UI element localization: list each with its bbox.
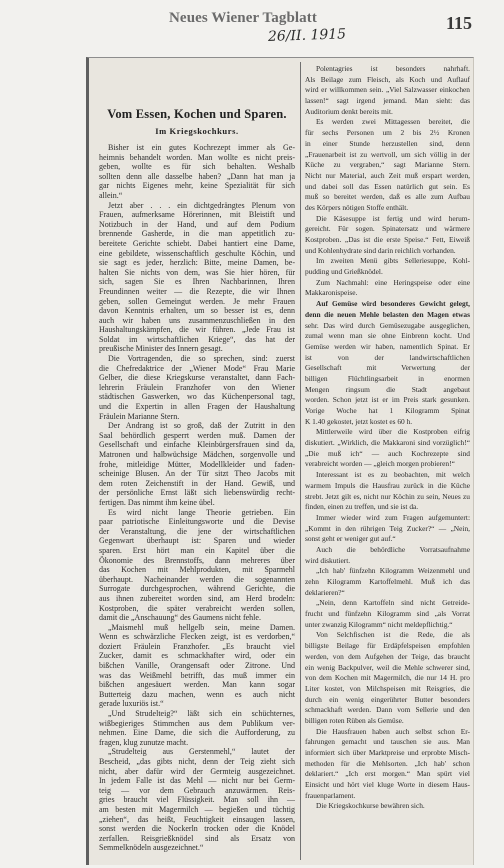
text-line: zehn Kilogramm Kartoffelmehl. Muß ich das	[305, 577, 470, 586]
text-line: verabreicht worden — „gleich morgen probieren!“	[305, 459, 455, 469]
text-line: dem roten Zeichenstift in der Hand. Gewiß, und	[99, 478, 295, 488]
article-title: Vom Essen, Kochen und Sparen.	[107, 107, 287, 121]
text-line: Kostproben. „Das ist die erste Speise.“ Fett, Eiweiß	[305, 235, 470, 244]
text-line: Matronen und halbwüchsige Mädchen, sorgenvolle und	[99, 450, 295, 459]
text-line: billigen roten Rüben als Gemüse.	[305, 715, 404, 725]
paragraph	[305, 630, 470, 726]
article-body-right	[305, 64, 470, 812]
text-line: billigen Flüchtlingsarbeit in enormen	[305, 373, 470, 383]
text-line: Frauen, aufmerksame Hörerinnen, mit Bleistift und	[99, 210, 295, 220]
paragraph	[305, 64, 470, 117]
text-line: Freundinnen weiter — die Rezepte, die wir Ihnen	[99, 286, 295, 296]
text-line: Auditorium denkt bereits mit.	[305, 106, 393, 116]
text-line: das Kochen mit Mehlprodukten, mit Sparmehl	[99, 565, 295, 575]
text-line: ist von der landwirtschaftlichen	[305, 352, 470, 362]
text-line: in einer Stunde herzustellen sind, denn	[305, 138, 470, 148]
text-line: von dem Kochen mit Magermilch, die nur 14 H. pro	[305, 673, 470, 683]
text-line: und die Expertin in allen Fragen der Haushaltung	[99, 402, 295, 412]
text-line: Auch die behördliche Vorratsaufnahme	[316, 544, 470, 554]
text-line: denn die neuen Mehle belasten den Magen etwas	[305, 309, 470, 319]
text-line: Gesellschaft und einfache Kleinbürgersfrauen sind da,	[99, 440, 295, 450]
text-line: Surrogate durchgesprochen, während Gerichte, die	[99, 584, 295, 594]
text-line: Semmelknödeln ausgezeichnet.“	[99, 843, 204, 853]
text-line: ein wenig Backpulver, weil die Mehle schwerer sind,	[305, 662, 470, 672]
text-line: Wenn es schwärzliche Flecken zeigt, ist es verdorben,“	[99, 632, 295, 642]
paragraph	[305, 256, 470, 277]
paragraph	[305, 545, 470, 566]
text-line: lassen!“ sagt irgend jemand. Man sieht: das	[305, 96, 470, 106]
text-line: finden, einen zu treffen, und sie ist da.	[305, 502, 419, 512]
paragraph	[99, 201, 295, 355]
text-line: frohe, mitleidige Mütter, Modellkleider und faden-	[99, 459, 295, 469]
text-line: städtischen Gaswerken, wo das Küchenpersonal tagt,	[99, 392, 295, 402]
text-line: Die Vortragenden, die so sprechen, sind: zuerst	[108, 354, 295, 364]
paragraph	[99, 508, 295, 623]
text-line: paar patriotische Einleitungsworte und die Devise	[99, 517, 295, 527]
text-line: preußische Minister des Innern gesagt.	[99, 344, 223, 354]
text-line: brennende Gasherde, in die man appetitlich zu-	[99, 229, 295, 239]
text-line: sonst geht er weniger gut auf.“	[305, 534, 396, 544]
text-line: und dabei soll das Essen natürlich gut sein. Es	[305, 181, 470, 191]
text-line: Kostproben, die später verabreicht werden sollen,	[99, 603, 295, 613]
text-line: allein.“	[99, 190, 123, 200]
text-line: aus ihnen zubereitet worden sind, am Herd brodeln:	[99, 593, 295, 603]
text-line: davon Kenntnis erhalten, um so besser ist es, denn	[99, 306, 295, 316]
text-line: bißchen Vanille, Orangensaft oder Zitrone. Und	[99, 661, 295, 671]
text-line: doziert Fräulein Franzhofer. „Es braucht viel	[99, 641, 295, 651]
text-line: zumal wenn man sie ohne Einbrenn kocht. Und	[305, 331, 470, 341]
text-line: strebt. Jetzt gilt es, nicht nur Köchin zu sein, Neues zu	[305, 491, 470, 501]
paragraph	[305, 299, 470, 427]
paragraph	[305, 801, 470, 812]
paragraph	[305, 278, 470, 299]
text-line: die Chefredaktrice der „Wiener Mode“ Frau Marie	[99, 363, 295, 373]
text-line: nicht, aber dafür wird der Germteig ausgezeichnet.	[99, 766, 295, 776]
text-line: der persönliche Ernst läßt sich liebenswürdig recht-	[99, 488, 295, 498]
text-line: Einsicht und hört viel kluge Worte in diesem Haus-	[305, 780, 470, 790]
text-line: „Maismehl muß hellgelb sein, meine Damen.	[108, 622, 295, 632]
paragraph	[99, 143, 295, 201]
text-line: Liter kostet, von Milchspeisen mit Reisgries, die	[305, 683, 470, 693]
text-line: durch ein wenig eingerührter Butter besonders	[305, 694, 470, 704]
text-line: Die Kriegskochkurse bewähren sich.	[316, 801, 425, 811]
text-line: Bisher ist ein gutes Kochrezept immer als Ge-	[108, 143, 295, 152]
text-line: Polentagries ist besonders nahrhaft.	[316, 64, 470, 73]
text-line: eine gebildete, wissenschaftlich geschulte Köchin, und	[99, 248, 295, 258]
text-line: fertigen. Das nimmt ihm keine übel.	[99, 497, 215, 507]
text-line: der Veranstaltung, die jene der wirtschaftlichen	[99, 526, 295, 536]
text-line: pudding und Grießknödel.	[305, 267, 383, 277]
text-line: deklarieren?“	[305, 587, 345, 597]
text-line: deklariert.“ „Ich erst morgen.“ Man spürt viel	[305, 769, 470, 779]
text-line: Die Käsesuppe ist fertig und wird herum-	[316, 213, 470, 223]
text-line: Zum Nachmahl: eine Heringspeise oder eine	[316, 277, 470, 287]
text-line: bißchen angesäuert werden. Man kann sogar	[99, 680, 295, 690]
text-line: diskutiert. „Wirklich, die Makkaroni sind vorzüglich!“	[305, 438, 470, 448]
article-body-left	[99, 143, 295, 853]
text-line: „Frauenarbeit ist zu wertvoll, um sich völlig in der	[305, 149, 470, 159]
paragraph	[99, 747, 295, 853]
text-line: wißbegieriges Stimmchen aus dem Publikum ver-	[99, 718, 295, 728]
text-line: Gemüse werden wir haben, namentlich Spinat. Er	[305, 341, 470, 351]
text-line: worden. Schon jetzt ist er im Preis stark gesunken.	[305, 395, 470, 405]
text-line: Küche zu vergraben,“ sagt Marianne Stern.	[305, 160, 470, 170]
text-line: Im zweiten Menü gibts Selleriesuppe, Kohl-	[316, 256, 470, 266]
text-line: Ökonomie des Brennstoffs, dann mehreres über	[99, 555, 295, 565]
text-line: geben, sollen Gemeingut werden. Je mehr Frauen	[99, 296, 295, 306]
text-line: was das Weißmehl betrifft, das muß immer ein	[99, 670, 295, 680]
text-line: werden, von dem Aufgehen der Teige, das braucht	[305, 651, 470, 661]
text-line: wird diskutiert.	[305, 555, 351, 565]
text-line: K 1.40 gekostet, jetzt kostet es 60 h.	[305, 416, 413, 426]
article-subtitle: Im Kriegskochkurs.	[155, 126, 239, 136]
text-line: Haushaltungskämpfen, die wir führen. „Jede Frau ist	[99, 325, 295, 335]
text-line: sparen. Erst hört man ein Kapitel über die	[99, 545, 295, 555]
text-line: geben, wollte es für sich behalten. Weshalb	[99, 162, 295, 172]
text-line: scheinige Blusen. An der Tür sitzt Theo Jacobs mit	[99, 469, 295, 479]
text-line: lehrerin Fräulein Franzhofer von den Wiener	[99, 382, 295, 392]
text-line: „Strudelteig aus Gerstenmehl,“ lautet der	[108, 747, 295, 757]
paragraph	[305, 598, 470, 630]
paragraph	[305, 470, 470, 513]
page-number: 115	[446, 13, 473, 33]
text-line: Gegenwart überhaupt ist: Sparen und wieder	[99, 536, 295, 546]
text-line: Saal behördlich gesperrt werden muß. Damen der	[99, 430, 295, 440]
text-line: und Kohlenhydrate sind darin reichlich vorhanden.	[305, 245, 456, 255]
text-line: Makkaronispeise.	[305, 288, 358, 298]
text-line: Gesellschaft mit Verwertung der	[305, 363, 470, 373]
text-line: sich, sagen Sie es Ihren Nachbarinnen, Ihren	[99, 277, 295, 287]
paragraph	[99, 623, 295, 709]
text-line: Die Hausfrauen haben auch selbst schon Er-	[316, 726, 470, 736]
text-line: Auf Gemüse wird besonderes Gewicht gelegt,	[316, 299, 470, 309]
left-column	[99, 100, 295, 853]
text-line: Soldat im wirtschaftlichen Kriege“, das hat der	[99, 334, 295, 344]
text-line: bereitete Gerichte schiebt. Dabei hantiert eine Dame,	[99, 238, 295, 248]
text-line: „Nein, denn Kartoffeln sind nicht Getreide-	[316, 598, 470, 608]
text-line: Mengen ringsum die Stadt angebaut	[305, 384, 470, 394]
right-column	[305, 64, 470, 812]
text-line: Immer wieder wird zum Fragen aufgemuntert:	[316, 512, 470, 522]
text-line: sie sagt es jeder, herzlich: Bitte, meine Damen, be-	[99, 258, 295, 268]
text-line: muß so bereitet werden, daß es alle zum Aufbau	[305, 192, 470, 202]
text-line: nehmen. Eine Dame, die sich die Aufforderung, zu	[99, 728, 295, 738]
text-line: sollten denn alle dasselbe haben? „Dann hat man ja	[99, 171, 295, 181]
text-line: Gelber, die diese Kriegskurse veranstaltet, dann Fach-	[99, 373, 295, 383]
text-line: zerfallen. Reisgrießknödel sind als Ersatz von	[99, 833, 295, 843]
text-line: Als Beilage zum Fleisch, als Koch und Auflauf	[305, 74, 470, 84]
text-line: damit die „Anschauung“ des Gaumens nicht fehle.	[99, 613, 261, 623]
text-line: fahrungen gemacht und tauschen sie aus. Man	[305, 737, 470, 747]
text-line: Vorige Woche hat 1 Kilogramm Spinat	[305, 406, 470, 415]
text-line: Notizbuch in der Hand, und auf dem Podium	[99, 219, 295, 229]
paragraph	[99, 354, 295, 421]
text-line: „Die muß ich“ — auch Kochrezepte sind	[305, 448, 470, 458]
paragraph	[305, 427, 470, 470]
text-line: wird er willkommen sein. „Viel Salzwasser einkochen	[305, 85, 470, 95]
paragraph	[305, 117, 470, 213]
text-line: für sechs Personen um 2 bis 2½ Kronen	[305, 128, 470, 138]
text-line: auch wir haben uns zusammenzuschließen in den	[99, 315, 295, 325]
text-line: sehr. Das wird durch Gemüsezugabe ausgeglichen,	[305, 320, 470, 330]
text-line: gar nichts Eigenes mehr, keine Spezialität für sich	[99, 181, 295, 191]
text-line: Der Andrang ist so groß, daß der Zutritt in den	[108, 421, 295, 431]
text-line: Jetzt aber . . . ein dichtgedrängtes Plenum von	[108, 200, 295, 210]
text-line: methoden für die Mehlsorten. „Ich hab' schon	[305, 758, 470, 768]
paragraph	[305, 727, 470, 802]
text-line: billigste Beilage für Erdäpfelspeisen empfohlen	[305, 641, 470, 651]
paragraph	[99, 709, 295, 747]
text-line: Es werden zwei Mittagessen bereitet, die	[316, 117, 470, 127]
text-line: des Körpers nötigen Stoffe enthält.	[305, 202, 409, 212]
text-line: am besten mit Magermilch — begießen und tüchtig	[99, 804, 295, 814]
text-line: unter zwanzig Kilogramm“ nicht meldepflichtig.“	[305, 619, 453, 629]
text-line: Es wird nicht lange Theorie getrieben. Ein	[108, 507, 295, 517]
column-divider	[300, 62, 301, 860]
text-line: „Kommt in den rührigen Teig Zucker?“ — „Nein,	[305, 523, 470, 533]
text-line: In jedem Falle ist das Mehl — nicht nur bei Germ-	[99, 776, 295, 786]
text-line: „ziehen“, das heißt, Feuchtigkeit einsaugen lassen,	[99, 814, 295, 824]
text-line: Zucker, damit es schmackhafter wird, oder ein	[99, 651, 295, 661]
text-line: Bescheid, „das gibts nicht, denn der Teig zieht sich	[99, 757, 295, 766]
text-line: Mittlerweile wird über die Kostproben eifrig	[316, 427, 470, 437]
text-line: fragen, klug zunutze macht.	[99, 737, 189, 747]
text-line: warmem Impuls die Hausfrau zurück in die Küche	[305, 480, 470, 490]
paragraph	[305, 566, 470, 598]
newspaper-masthead: Neues Wiener Tagblatt	[169, 10, 317, 26]
text-line: „Und Strudelteig?“ läßt sich ein schüchternes,	[108, 709, 295, 719]
text-line: frucht und fünfzehn Kilogramm sind „als Vorrat	[305, 609, 470, 619]
paragraph	[305, 214, 470, 257]
text-line: teig — vor dem Gebrauch anzuwärmen. Reis-	[99, 785, 295, 795]
text-line: Fräulein Marianne Stern.	[99, 411, 180, 421]
text-line: überhaupt. Nacheinander werden die sogenannten	[99, 574, 295, 584]
text-line: gereicht. Für sogen. Spinatersatz und wärmere	[305, 224, 470, 234]
text-line: Von Selchfischen ist die Rede, die als	[316, 630, 470, 640]
text-line: halten Sie nichts von dem, was Sie hier hören, für	[99, 267, 295, 277]
text-line: sonst werden die Nockerln trocken oder die Knödel	[99, 824, 295, 834]
handwritten-date: 26/II. 1915	[267, 26, 347, 45]
text-line: Nicht nur Material, auch Zeit muß erspart werden,	[305, 170, 470, 180]
text-line: gries braucht viel Flüssigkeit. Man soll ihn —	[99, 795, 295, 805]
text-line: gerade luxuriös ist.“	[99, 699, 164, 709]
text-line: schmackhaft werden. Dann vom Sellerie und den	[305, 705, 470, 715]
paragraph	[305, 513, 470, 545]
text-line: Interessant ist es zu beobachten, mit welch	[316, 470, 470, 480]
text-line: „Ich hab' fünfzehn Kilogramm Weizenmehl und	[316, 566, 470, 576]
paragraph	[99, 421, 295, 507]
text-line: frauenparlament.	[305, 790, 356, 800]
text-line: informiert sich über Marktpreise und erprobte Misch-	[305, 748, 470, 757]
text-line: heimnis behandelt worden. Man wollte es nicht preis-	[99, 152, 295, 162]
text-line: Butterteig dazu machen, wenn es auch nicht	[99, 689, 295, 699]
